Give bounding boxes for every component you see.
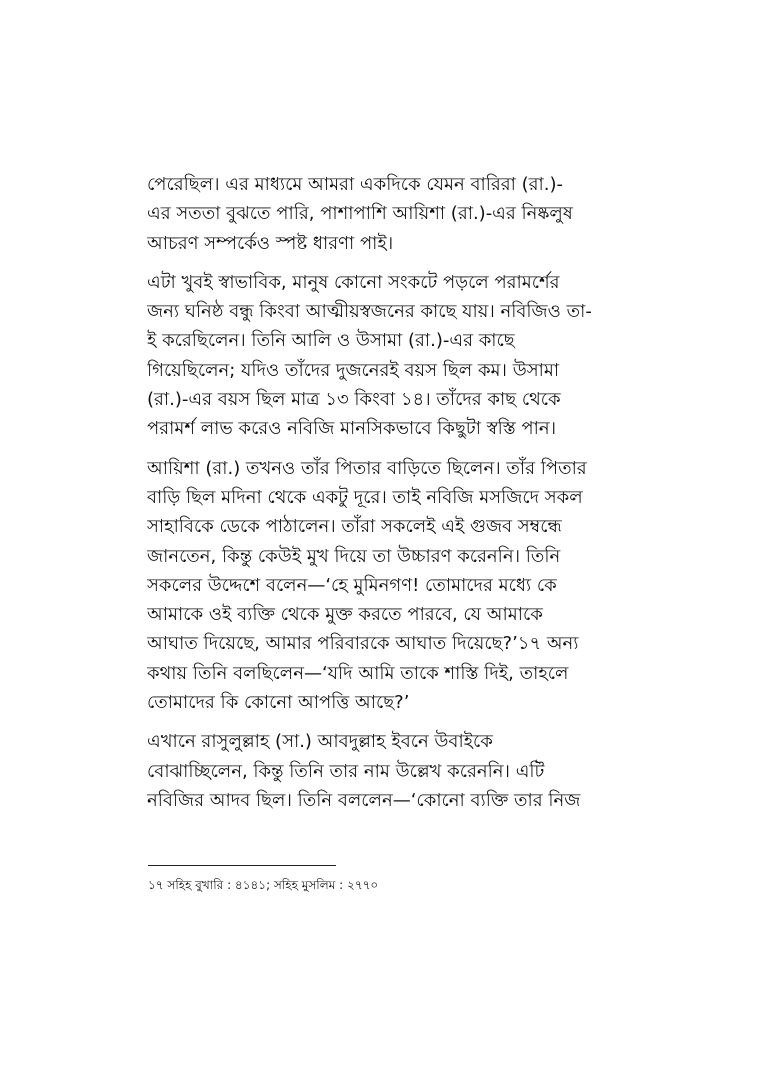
text-line: জন্য ঘনিষ্ঠ বন্ধু কিংবা আত্মীয়স্বজনের কাছে যায়। নবিজিও তা-	[147, 301, 592, 323]
text-line: গিয়েছিলেন; যদিও তাঁদের দুজনেরই বয়স ছিল কম। উসামা	[147, 359, 560, 381]
text-line: এখানে রাসুলুল্লাহ (সা.) আবদুল্লাহ ইবনে উবাইকে	[147, 731, 493, 753]
text-line: আচরণ সম্পর্কেও স্পষ্ট ধারণা পাই।	[147, 232, 394, 254]
footnote-divider	[148, 865, 336, 866]
text-line: তোমাদের কি কোনো আপত্তি আছে?’	[147, 692, 410, 714]
text-line: আঘাত দিয়েছে, আমার পরিবারকে আঘাত দিয়েছে?’১৭ অন্য	[147, 633, 579, 655]
text-line: এর সততা বুঝতে পারি, পাশাপাশি আয়িশা (রা.)-এর নিষ্কলুষ	[147, 203, 573, 225]
text-line: আমাকে ওই ব্যক্তি থেকে মুক্ত করতে পারবে, যে আমাকে	[147, 604, 543, 626]
text-line: বাড়ি ছিল মদিনা থেকে একটু দূরে। তাই নবিজি মসজিদে সকল	[147, 486, 583, 508]
paragraph-3	[147, 454, 617, 718]
text-line: বোঝাচ্ছিলেন, কিন্তু তিনি তার নাম উল্লেখ করেননি। এটি	[147, 760, 545, 782]
text-line: এটা খুবই স্বাভাবিক, মানুষ কোনো সংকটে পড়লে পরামর্শের	[147, 271, 560, 293]
paragraph-1	[147, 170, 617, 258]
text-line: জানতেন, কিন্তু কেউই মুখ দিয়ে তা উচ্চারণ করেননি। তিনি	[147, 545, 561, 567]
text-line: (রা.)-এর বয়স ছিল মাত্র ১৩ কিংবা ১৪। তাঁদের কাছ থেকে	[147, 389, 561, 411]
text-line: সকলের উদ্দেশে বলেন—‘হে মুমিনগণ! তোমাদের মধ্যে কে	[147, 574, 557, 596]
paragraph-4	[147, 727, 617, 815]
footnote: ১৭ সহিহ বুখারি : ৪১৪১; সহিহ মুসলিম : ২৭৭০	[148, 878, 379, 892]
paragraph-2	[147, 268, 617, 444]
text-line: কথায় তিনি বলছিলেন—‘যদি আমি তাকে শাস্তি দিই, তাহলে	[147, 662, 569, 684]
text-line: নবিজির আদব ছিল। তিনি বললেন—‘কোনো ব্যক্তি তার নিজ	[147, 789, 581, 811]
text-line: আয়িশা (রা.) তখনও তাঁর পিতার বাড়িতে ছিলেন। তাঁর পিতার	[147, 457, 587, 479]
body-text	[147, 170, 617, 825]
text-line: ই করেছিলেন। তিনি আলি ও উসামা (রা.)-এর কাছে	[147, 330, 515, 352]
text-line: সাহাবিকে ডেকে পাঠালেন। তাঁরা সকলেই এই গুজব সম্বন্ধে	[147, 516, 562, 538]
text-line: পরামর্শ লাভ করেও নবিজি মানসিকভাবে কিছুটা স্বস্তি পান।	[147, 418, 557, 440]
text-line: পেরেছিল। এর মাধ্যমে আমরা একদিকে যেমন বারিরা (রা.)-	[147, 174, 563, 195]
